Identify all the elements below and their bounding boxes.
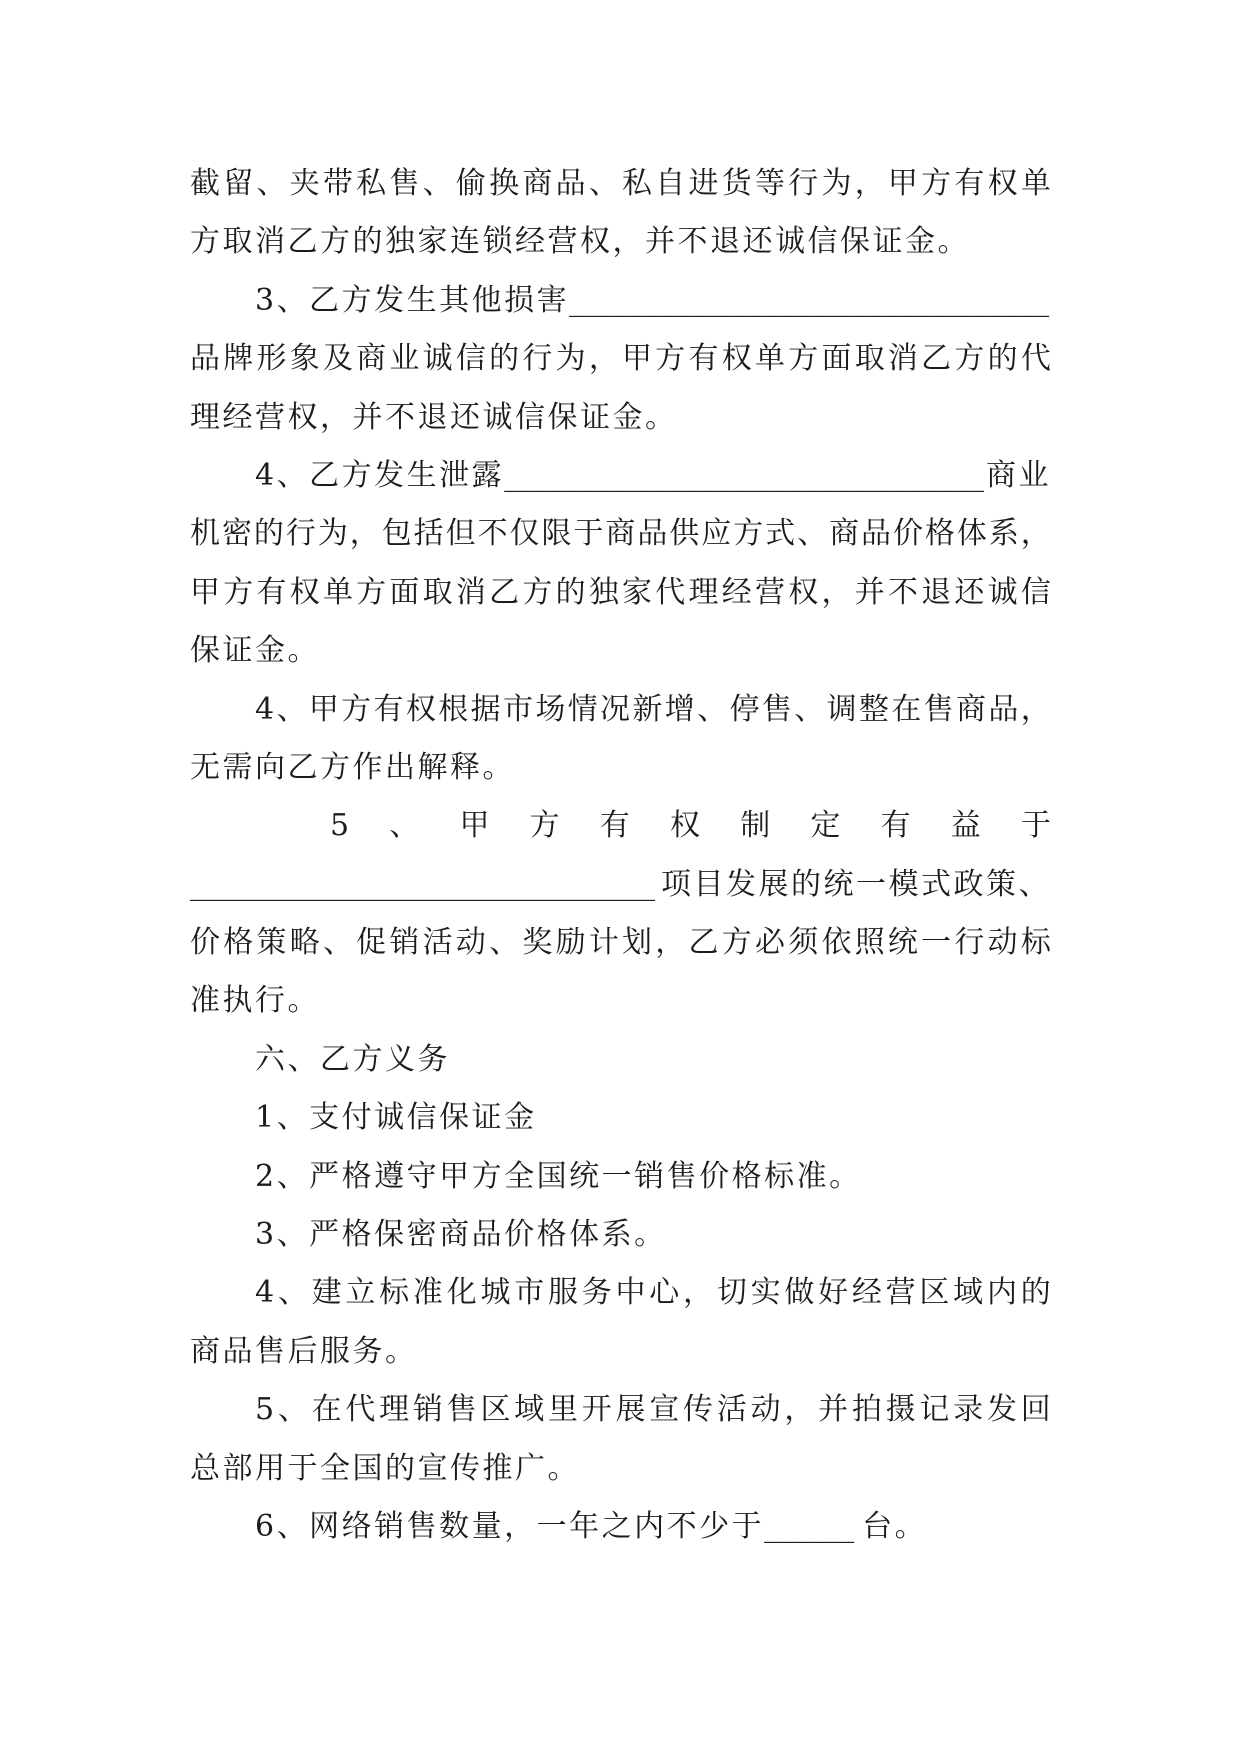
glyph: 记 — [919, 1392, 950, 1428]
glyph: 方 — [721, 925, 752, 961]
glyph: 权 — [670, 808, 701, 844]
glyph: 限 — [541, 516, 572, 552]
glyph: 权 — [788, 574, 819, 610]
glyph: 、 — [797, 516, 828, 552]
paragraph-line — [190, 155, 1051, 213]
glyph: 但 — [445, 516, 476, 552]
paragraph-line: 1、支付诚信保证金 — [255, 1100, 537, 1136]
glyph: 诚 — [987, 574, 1018, 610]
glyph: 诚 — [422, 341, 453, 377]
glyph: 心 — [649, 1275, 680, 1311]
glyph: 业 — [389, 341, 420, 377]
paragraph — [190, 1206, 1051, 1264]
glyph: 、 — [389, 808, 420, 844]
glyph: 体 — [956, 516, 987, 552]
glyph: 品 — [861, 516, 892, 552]
glyph: 、 — [277, 1392, 308, 1428]
paragraph — [190, 272, 1051, 447]
paragraph-line — [190, 797, 1051, 855]
document-page — [190, 155, 1051, 1556]
glyph: 、 — [489, 925, 520, 961]
glyph: 售 — [761, 691, 792, 727]
paragraph — [190, 1264, 1051, 1381]
glyph: 动 — [987, 925, 1018, 961]
glyph: 摄 — [885, 1392, 916, 1428]
glyph: 、 — [256, 166, 287, 201]
glyph: 依 — [821, 925, 852, 961]
glyph: 新 — [632, 691, 663, 727]
paragraph-line: 六、乙方义务 — [255, 1041, 450, 1077]
glyph: 带 — [322, 166, 353, 201]
glyph: 必 — [754, 925, 785, 961]
glyph: 不 — [887, 574, 918, 610]
glyph: 品 — [988, 691, 1019, 727]
glyph: 商 — [605, 516, 636, 552]
glyph: 内 — [986, 1275, 1017, 1311]
glyph: 有 — [880, 808, 911, 844]
glyph: 系 — [988, 516, 1019, 552]
paragraph-line — [190, 1264, 1051, 1322]
glyph: 方 — [655, 341, 686, 377]
glyph: 营 — [885, 1275, 916, 1311]
paragraph — [190, 1148, 1051, 1206]
paragraph-line: 商品售后服务。 — [190, 1333, 418, 1369]
glyph: 供 — [669, 516, 700, 552]
glyph: 换 — [489, 166, 520, 201]
glyph: 照 — [854, 925, 885, 961]
paragraph-line: 保证金。 — [190, 633, 320, 669]
glyph: 停 — [729, 691, 760, 727]
fill-in-blank: ________________________________ — [504, 457, 985, 493]
glyph: 整 — [858, 691, 889, 727]
glyph: 甲 — [190, 574, 220, 610]
glyph: 商 — [356, 341, 387, 377]
glyph: 进 — [688, 166, 719, 201]
glyph: 有 — [373, 691, 404, 727]
glyph: 商 — [829, 516, 860, 552]
glyph: 留 — [223, 166, 254, 201]
glyph: 甲 — [887, 166, 918, 201]
paragraph-line — [190, 1381, 1051, 1439]
glyph: 行 — [788, 166, 819, 201]
glyph: 独 — [588, 574, 619, 610]
glyph: 方 — [356, 574, 387, 610]
glyph: 传 — [683, 1392, 714, 1428]
glyph: 单 — [1020, 166, 1051, 201]
glyph: 面 — [821, 341, 852, 377]
glyph: 统 — [887, 925, 918, 961]
glyph: 代 — [655, 574, 686, 610]
glyph: 销 — [389, 925, 420, 961]
glyph: 行 — [954, 925, 985, 961]
glyph: 、 — [276, 691, 307, 727]
glyph: 场 — [535, 691, 566, 727]
glyph: 制 — [740, 808, 771, 844]
glyph: 家 — [622, 574, 653, 610]
paragraph-line: 总部用于全国的宣传推广。 — [190, 1450, 580, 1486]
glyph: ， — [683, 1275, 714, 1311]
glyph: 经 — [721, 574, 752, 610]
glyph: 标 — [379, 1275, 410, 1311]
glyph: 区 — [480, 1392, 511, 1428]
glyph: 域 — [953, 1275, 984, 1311]
glyph: 根 — [438, 691, 469, 727]
glyph: 、 — [422, 166, 453, 201]
line-text: 项目发展的统一模式政策、 — [661, 866, 1051, 902]
glyph: 格 — [924, 516, 955, 552]
glyph: 域 — [514, 1392, 545, 1428]
paragraph — [190, 1381, 1051, 1498]
section-heading — [190, 1031, 1051, 1089]
paragraph-line — [190, 1498, 1051, 1556]
glyph: 情 — [567, 691, 598, 727]
paragraph-line — [190, 564, 1051, 622]
glyph: 的 — [987, 341, 1018, 377]
glyph: 化 — [446, 1275, 477, 1311]
glyph: 况 — [600, 691, 631, 727]
glyph: 的 — [489, 341, 520, 377]
glyph: 动 — [750, 1392, 781, 1428]
glyph: 方 — [733, 516, 764, 552]
line-text: 6、网络销售数量，一年之内不少于 — [255, 1508, 765, 1544]
glyph: 方 — [529, 808, 560, 844]
glyph: 有 — [688, 341, 719, 377]
glyph: 权 — [405, 691, 436, 727]
glyph: 方 — [788, 341, 819, 377]
glyph: 单 — [322, 574, 353, 610]
glyph: 为 — [821, 166, 852, 201]
glyph: 奖 — [522, 925, 553, 961]
glyph: 里 — [547, 1392, 578, 1428]
glyph: 略 — [289, 925, 320, 961]
glyph: 市 — [514, 1275, 545, 1311]
glyph: ， — [784, 1392, 815, 1428]
glyph: 售 — [923, 691, 954, 727]
glyph: 为 — [555, 341, 586, 377]
glyph: 4 — [255, 691, 275, 727]
glyph: 代 — [345, 1392, 376, 1428]
glyph: 、 — [697, 691, 728, 727]
glyph: 定 — [810, 808, 841, 844]
glyph: 据 — [470, 691, 501, 727]
glyph: ， — [1020, 516, 1051, 552]
glyph: ， — [854, 166, 885, 201]
glyph: 有 — [599, 808, 630, 844]
glyph: 的 — [555, 574, 586, 610]
glyph: 理 — [379, 1392, 410, 1428]
glyph: 取 — [422, 574, 453, 610]
glyph: 录 — [953, 1392, 984, 1428]
glyph: 等 — [754, 166, 785, 201]
glyph: 计 — [588, 925, 619, 961]
glyph: 还 — [954, 574, 985, 610]
glyph: 于 — [573, 516, 604, 552]
glyph: 发 — [986, 1392, 1017, 1428]
glyph: 5 — [330, 808, 350, 844]
glyph: 益 — [950, 808, 981, 844]
glyph: 消 — [887, 341, 918, 377]
line-text: 商业 — [986, 457, 1051, 493]
paragraph — [190, 447, 1051, 681]
glyph: 促 — [356, 925, 387, 961]
glyph: 市 — [502, 691, 533, 727]
glyph: 售 — [446, 1392, 477, 1428]
glyph: ， — [655, 925, 686, 961]
paragraph — [190, 681, 1051, 798]
glyph: 营 — [754, 574, 785, 610]
glyph: 调 — [826, 691, 857, 727]
paragraph — [190, 1498, 1051, 1556]
glyph: 立 — [345, 1275, 376, 1311]
glyph: 夹 — [289, 166, 320, 201]
glyph: ， — [588, 341, 619, 377]
glyph: 甲 — [459, 808, 490, 844]
glyph: 自 — [655, 166, 686, 201]
paragraph-line: 2、严格遵守甲方全国统一销售价格标准。 — [255, 1158, 862, 1194]
glyph: 拍 — [851, 1392, 882, 1428]
glyph: 务 — [581, 1275, 612, 1311]
glyph: 单 — [754, 341, 785, 377]
glyph: 标 — [1020, 925, 1051, 961]
paragraph-line: 方取消乙方的独家连锁经营权，并不退还诚信保证金。 — [190, 224, 970, 260]
glyph: 须 — [788, 925, 819, 961]
glyph: 信 — [1020, 574, 1051, 610]
glyph: 方 — [921, 166, 952, 201]
glyph: 实 — [750, 1275, 781, 1311]
glyph: 行 — [522, 341, 553, 377]
glyph: 价 — [892, 516, 923, 552]
glyph: 消 — [455, 574, 486, 610]
glyph: 不 — [477, 516, 508, 552]
glyph: 乙 — [688, 925, 719, 961]
glyph: 取 — [854, 341, 885, 377]
glyph: 权 — [289, 574, 320, 610]
paragraph-line — [190, 330, 1051, 388]
glyph: ， — [349, 516, 380, 552]
glyph: 退 — [921, 574, 952, 610]
glyph: 准 — [412, 1275, 443, 1311]
glyph: 活 — [422, 925, 453, 961]
glyph: 做 — [784, 1275, 815, 1311]
glyph: 建 — [311, 1275, 342, 1311]
glyph: ， — [821, 574, 852, 610]
glyph: 代 — [1020, 341, 1051, 377]
glyph: 机 — [190, 516, 220, 552]
paragraph-line: 3、严格保密商品价格体系。 — [255, 1217, 667, 1253]
glyph: 区 — [919, 1275, 950, 1311]
fill-in-blank: ______ — [764, 1508, 855, 1544]
glyph: 商 — [522, 166, 553, 201]
glyph: 乙 — [921, 341, 952, 377]
glyph: 品 — [555, 166, 586, 201]
glyph: 权 — [721, 341, 752, 377]
glyph: 括 — [413, 516, 444, 552]
glyph: 方 — [954, 341, 985, 377]
glyph: 牌 — [223, 341, 254, 377]
glyph: 的 — [1020, 1275, 1051, 1311]
glyph: 货 — [721, 166, 752, 201]
glyph: 策 — [256, 925, 287, 961]
glyph: 价 — [190, 925, 220, 961]
glyph: 格 — [223, 925, 254, 961]
glyph: 好 — [818, 1275, 849, 1311]
glyph: 私 — [622, 166, 653, 201]
glyph: 展 — [615, 1392, 646, 1428]
glyph: 服 — [547, 1275, 578, 1311]
glyph: 、 — [322, 925, 353, 961]
paragraph-line: 无需向乙方作出解释。 — [190, 749, 515, 785]
glyph: 甲 — [622, 341, 653, 377]
glyph: 品 — [190, 341, 220, 377]
paragraph — [190, 1089, 1051, 1147]
glyph: 及 — [322, 341, 353, 377]
glyph: 划 — [622, 925, 653, 961]
glyph: 、 — [277, 1275, 308, 1311]
paragraph-line — [190, 505, 1051, 563]
glyph: 4 — [255, 1275, 275, 1311]
glyph: 甲 — [308, 691, 339, 727]
paragraph-line: 准执行。 — [190, 983, 320, 1019]
glyph: 增 — [664, 691, 695, 727]
glyph: 截 — [190, 166, 220, 201]
glyph: 密 — [221, 516, 252, 552]
glyph: 偷 — [455, 166, 486, 201]
glyph: 一 — [921, 925, 952, 961]
glyph: 式 — [765, 516, 796, 552]
glyph: 理 — [688, 574, 719, 610]
glyph: 5 — [255, 1392, 275, 1428]
glyph: 有 — [256, 574, 287, 610]
glyph: 销 — [412, 1392, 443, 1428]
glyph: 开 — [581, 1392, 612, 1428]
glyph: 象 — [289, 341, 320, 377]
paragraph-line — [190, 914, 1051, 972]
glyph: 在 — [891, 691, 922, 727]
paragraph — [190, 797, 1051, 1031]
glyph: 方 — [341, 691, 372, 727]
glyph: 、 — [794, 691, 825, 727]
glyph: 、 — [588, 166, 619, 201]
glyph: ， — [1020, 691, 1051, 727]
paragraph-line — [190, 447, 1051, 505]
glyph: 的 — [253, 516, 284, 552]
paragraph-line: 理经营权，并不退还诚信保证金。 — [190, 399, 678, 435]
glyph: 权 — [987, 166, 1018, 201]
glyph: 为 — [317, 516, 348, 552]
line-text: 4、乙方发生泄露 — [255, 457, 505, 493]
glyph: 仅 — [509, 516, 540, 552]
glyph: 宣 — [649, 1392, 680, 1428]
glyph: 应 — [701, 516, 732, 552]
glyph: 包 — [381, 516, 412, 552]
glyph: 活 — [716, 1392, 747, 1428]
glyph: 私 — [356, 166, 387, 201]
fill-in-blank: ________________________________ — [569, 282, 1050, 318]
glyph: 品 — [637, 516, 668, 552]
glyph: 方 — [223, 574, 254, 610]
glyph: 面 — [389, 574, 420, 610]
fill-in-blank: _______________________________ — [190, 866, 655, 902]
glyph: 有 — [954, 166, 985, 201]
glyph: 在 — [311, 1392, 342, 1428]
paragraph — [190, 155, 1051, 272]
glyph: 励 — [555, 925, 586, 961]
glyph: 乙 — [489, 574, 520, 610]
glyph: 城 — [480, 1275, 511, 1311]
glyph: 经 — [851, 1275, 882, 1311]
glyph: 切 — [716, 1275, 747, 1311]
glyph: 于 — [1020, 808, 1051, 844]
glyph: 商 — [956, 691, 986, 727]
paragraph-line — [190, 272, 1051, 330]
glyph: 中 — [615, 1275, 646, 1311]
glyph: 方 — [522, 574, 553, 610]
glyph: 回 — [1020, 1392, 1051, 1428]
paragraph-line — [190, 681, 1051, 739]
glyph: 行 — [285, 516, 316, 552]
glyph: 并 — [818, 1392, 849, 1428]
glyph: 并 — [854, 574, 885, 610]
paragraph-line — [190, 856, 1051, 914]
glyph: 形 — [256, 341, 287, 377]
line-text: 台。 — [862, 1508, 928, 1544]
glyph: 信 — [455, 341, 486, 377]
glyph: 动 — [455, 925, 486, 961]
line-text: 3、乙方发生其他损害 — [255, 282, 570, 318]
glyph: 售 — [389, 166, 420, 201]
